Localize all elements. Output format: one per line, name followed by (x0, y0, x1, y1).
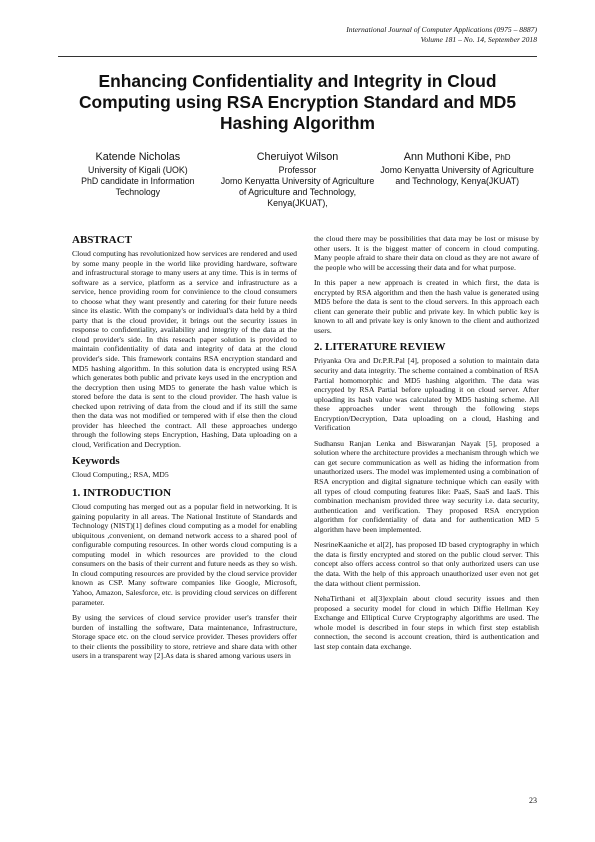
author-block (58, 151, 537, 209)
introduction-paragraph: In this paper a new approach is created in which first, the data is encrypted by RSA algorithm and then the hash value is generated using MD5 before the data is sent to the cloud servers. In this approach each client can generate their public and private key. In which public key is known to all and private key is only known to the client and authorized users. (314, 278, 539, 335)
author-affiliation: University of Kigali (UOK) (87, 165, 188, 175)
right-column (314, 234, 539, 657)
author-name: Katende Nicholas (95, 151, 181, 163)
journal-header (346, 25, 537, 45)
author-affiliation: Jomo Kenyatta University of Agriculture of Agriculture and Technology, Kenya(JKUAT), (220, 176, 375, 208)
keywords-heading: Keywords (72, 455, 120, 468)
author-affiliation: PhD candidate in Information Technology (81, 176, 195, 197)
literature-paragraph: NesrineKaaniche et al[2], has proposed ID based cryptography in which the data is firstly encrypted and stored on the public cloud server. This concept also offers access control so that only authorized users can use the data. With the help of this approach unauthorized user even not get the data without client permission. (314, 540, 539, 588)
left-column (72, 234, 297, 667)
literature-paragraph: NehaTirthani et al[3]explain about cloud security issues and then proposed a security model for cloud in which Diffie Hellman Key Exchange and Elliptical Curve Cryptography algorithms are used. The whole model is described in four steps in which first step establish connection, the second is account creation, third is authentication and last step contain data exchange. (314, 594, 539, 651)
header-rule (58, 56, 537, 57)
author-affiliation: Professor (278, 165, 317, 175)
literature-review-heading: 2. LITERATURE REVIEW (314, 341, 446, 354)
author-name: Cheruiyot Wilson (256, 151, 339, 163)
introduction-paragraph: Cloud computing has merged out as a popular field in networking. It is gaining popularity in all areas. The National Institute of Standards and Technology (NIST)[1] defines cloud computing as a model for enabling ubiquitous ,convenient, on demand network access to a shared pool of configurable computing resources. In other words cloud computing is a computing model in which resources are provided to the cloud consumers on the basis of their current and future needs as they so wish. In cloud computing resources are provided by the cloud service provider known as CSP. Many software companies like Google, Microsoft, Yahoo, Amazon, Salesforce, etc. is providing cloud services on different parameter. (72, 502, 297, 607)
introduction-continuation: the cloud there may be possibilities that data may be lost or misuse by other users. It is the biggest matter of concern in cloud computing. Many people afraid to share their data on cloud as they are not aware of the people who will be accessing their data and for what purpose. (314, 234, 539, 272)
abstract-text: Cloud computing has revolutionized how services are rendered and used by some many people in the world like providing hardware, software and infrastructural storage to many users at any time. This is in terms of software as a service, platform as a service and infrastructure as a service, hence providing room for convinience to the cloud consumers to choose what they want presently and catering for their future needs since its elastic. With the company's or individual's data held by a third party that is the cloud provider, it brings out the security issues in response to confidentiality, availability and integrity of the data at the cloud provider's side. In this reseach paper solution is provided to maintain confidentiality of data and integrity of data at the cloud provider's side. This framework contains RSA encryption standard and MD5 hashing algorithm. In this solution data is encrypted using RSA which generates both public and private keys used in the encryption and the decryption then using MD5 to generate the hash value which is stored before the data is sent to the cloud provider. The hash value is checked upon retriving of data from the cloud and if its still the same then the data was not modified or tempered with if else then the cloud provider has hleeched the contract. All these approaches undergo through the following steps Encryption, Hashing, Data uploading on a cloud, Verification and Decryption. (72, 249, 297, 449)
page-number: 23 (529, 796, 537, 805)
paper-title: Enhancing Confidentiality and Integrity in Cloud Computing using RSA Encryption Standard and MD5 Hashing Algorithm (78, 71, 517, 133)
keywords-text: Cloud Computing,; RSA, MD5 (72, 470, 169, 480)
author-affiliation: Jomo Kenyatta University of Agriculture and Technology, Kenya(JKUAT) (380, 165, 534, 186)
author-degree: PhD (495, 153, 511, 162)
literature-paragraph: Sudhansu Ranjan Lenka and Biswaranjan Nayak [5], proposed a solution where the architecture provides a mechanism through which we can get secure communication as well as hiding the information from unauthorized users. The model was implemented using a combination of RSA encryption and digital signature technique which can easily with all types of cloud computing features like: PaaS, SaaS and IaaS. This combination mechanism provided three way security i.e. data security, authentication and verification. They proposed RSA encryption algorithm for confidentiality of data and for authentication MD 5 algorithm have been implemented. (314, 438, 539, 534)
author-1 (58, 151, 218, 209)
author-3 (377, 151, 537, 209)
introduction-heading: 1. INTRODUCTION (72, 487, 172, 500)
literature-paragraph: Priyanka Ora and Dr.P.R.Pal [4], proposed a solution to maintain data security and data integrity. The scheme contained a combination of RSA Partial homomorphic and MD5 hashing algorithm. The data was encrypted by RSA Partial before uploading it on cloud server. After uploading its hash value was calculated by MD5 hashing scheme. All these approaches under went through the following steps Encryption/Decryption, Data uploading on a cloud, Hashing and Verification (314, 356, 539, 433)
author-name: Ann Muthoni Kibe, (403, 151, 493, 163)
journal-volume: Volume 181 – No. 14, September 2018 (420, 35, 537, 44)
abstract-heading: ABSTRACT (72, 234, 132, 246)
introduction-paragraph: By using the services of cloud service provider user's transfer their burden of installing the software, Data maintenance, Infrastructure, Storage space etc. on the cloud service provider. Theses providers offer to their clients the possibility to store, retrieve and share data with other users in a transparent way [2].As data is shared among various users in (72, 613, 297, 661)
journal-name: International Journal of Computer Applications (0975 – 8887) (346, 25, 537, 34)
author-2 (218, 151, 378, 209)
